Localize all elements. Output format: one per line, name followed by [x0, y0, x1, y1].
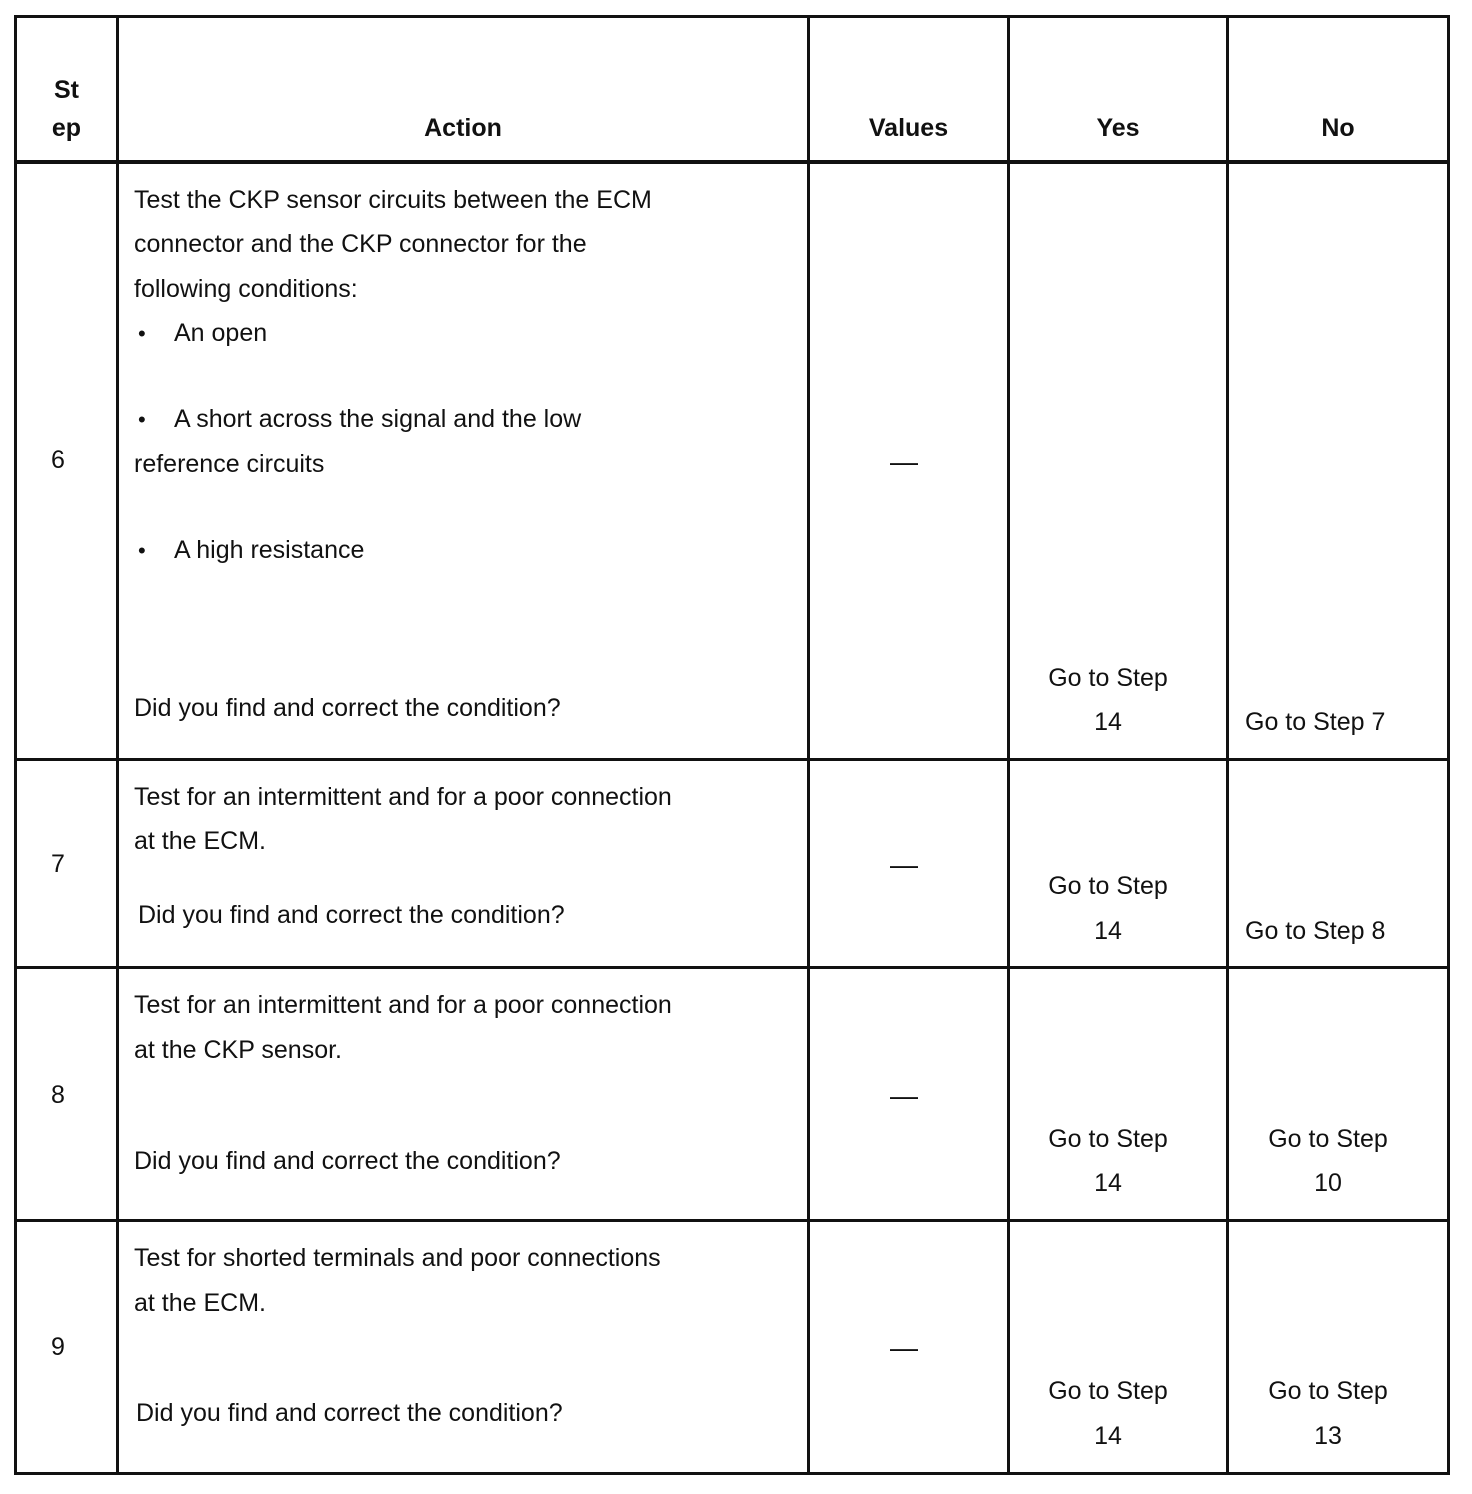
action-text: Test for an intermittent and for a poor connection — [134, 991, 672, 1019]
bullet-icon: • — [138, 321, 146, 346]
yes-cell: Go to Step — [1048, 664, 1168, 692]
action-text: Test for shorted terminals and poor connections — [134, 1244, 661, 1272]
step-number: 9 — [51, 1333, 65, 1361]
yes-cell: Go to Step — [1048, 872, 1168, 900]
action-text: at the ECM. — [134, 827, 266, 855]
bullet-item: An open — [174, 319, 268, 347]
yes-cell: 14 — [1094, 1169, 1122, 1197]
action-question: Did you find and correct the condition? — [134, 1147, 561, 1175]
no-cell: Go to Step 7 — [1245, 708, 1386, 736]
value-cell: — — [890, 1080, 918, 1111]
column-divider — [1226, 15, 1229, 1475]
action-question: Did you find and correct the condition? — [138, 901, 565, 929]
step-number: 7 — [51, 850, 65, 878]
table-border-right — [1447, 15, 1450, 1475]
action-text: Test for an intermittent and for a poor connection — [134, 783, 672, 811]
yes-cell: 14 — [1094, 917, 1122, 945]
bullet-item-continuation: reference circuits — [134, 450, 325, 478]
table-border-left — [14, 15, 17, 1475]
header-action: Action — [424, 114, 502, 142]
yes-cell: 14 — [1094, 708, 1122, 736]
yes-cell: 14 — [1094, 1422, 1122, 1450]
action-text: at the ECM. — [134, 1289, 266, 1317]
action-question: Did you find and correct the condition? — [134, 694, 561, 722]
yes-cell: Go to Step — [1048, 1377, 1168, 1405]
row-divider — [14, 966, 1450, 969]
step-number: 8 — [51, 1081, 65, 1109]
bullet-item: A short across the signal and the low — [174, 405, 582, 433]
no-cell: Go to Step — [1268, 1377, 1388, 1405]
header-divider — [14, 160, 1450, 164]
value-cell: — — [890, 446, 918, 477]
table-border-bottom — [14, 1472, 1450, 1475]
step-number: 6 — [51, 446, 65, 474]
header-values: Values — [868, 114, 949, 142]
bullet-item: A high resistance — [174, 536, 365, 564]
no-cell: Go to Step — [1268, 1125, 1388, 1153]
table-border-top — [14, 15, 1450, 18]
bullet-icon: • — [138, 538, 146, 563]
column-divider — [807, 15, 810, 1475]
header-yes: Yes — [1096, 114, 1140, 142]
bullet-icon: • — [138, 407, 146, 432]
action-text: following conditions: — [134, 275, 358, 303]
column-divider — [116, 15, 119, 1475]
row-divider — [14, 758, 1450, 761]
yes-cell: Go to Step — [1048, 1125, 1168, 1153]
no-cell: 13 — [1314, 1422, 1342, 1450]
header-step-line2: ep — [51, 114, 82, 142]
action-text: connector and the CKP connector for the — [134, 230, 587, 258]
no-cell: Go to Step 8 — [1245, 917, 1386, 945]
action-text: at the CKP sensor. — [134, 1036, 342, 1064]
action-text: Test the CKP sensor circuits between the ECM — [134, 186, 652, 214]
row-divider — [14, 1219, 1450, 1222]
header-no: No — [1321, 114, 1355, 142]
no-cell: 10 — [1314, 1169, 1342, 1197]
value-cell: — — [890, 1332, 918, 1363]
action-question: Did you find and correct the condition? — [136, 1399, 563, 1427]
header-step-line1: St — [54, 76, 79, 104]
value-cell: — — [890, 849, 918, 880]
column-divider — [1007, 15, 1010, 1475]
